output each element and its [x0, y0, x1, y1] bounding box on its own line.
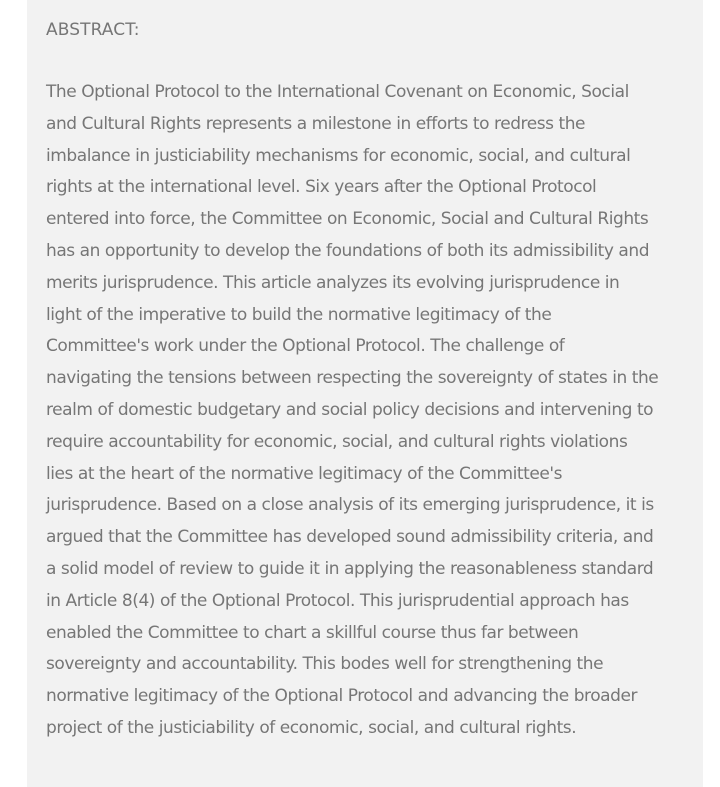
abstract-line: require accountability for economic, social, and cultural rights violations: [46, 431, 628, 452]
abstract-line: navigating the tensions between respecting the sovereignty of states in the: [46, 368, 659, 389]
abstract-line: enabled the Committee to chart a skillful course thus far between: [46, 622, 579, 643]
abstract-line: has an opportunity to develop the foundations of both its admissibility and: [46, 240, 650, 261]
abstract-line: normative legitimacy of the Optional Protocol and advancing the broader: [46, 686, 638, 707]
abstract-line: jurisprudence. Based on a close analysis of its emerging jurisprudence, it is: [46, 495, 654, 516]
abstract-line: entered into force, the Committee on Economic, Social and Cultural Rights: [46, 209, 649, 230]
abstract-line: and Cultural Rights represents a milestone in efforts to redress the: [46, 113, 586, 134]
abstract-line: project of the justiciability of economic, social, and cultural rights.: [46, 717, 577, 738]
abstract-line: The Optional Protocol to the International Covenant on Economic, Social: [46, 82, 629, 102]
abstract-line: lies at the heart of the normative legitimacy of the Committee's: [46, 463, 562, 484]
abstract-panel: [27, 0, 703, 787]
abstract-line: in Article 8(4) of the Optional Protocol. This jurisprudential approach has: [46, 590, 629, 611]
abstract-line: realm of domestic budgetary and social policy decisions and intervening to: [46, 399, 654, 420]
abstract-line: sovereignty and accountability. This bodes well for strengthening the: [46, 654, 604, 675]
abstract-line: argued that the Committee has developed sound admissibility criteria, and: [46, 527, 654, 548]
abstract-body: [46, 77, 691, 745]
abstract-line: Committee's work under the Optional Protocol. The challenge of: [46, 336, 565, 357]
abstract-line: a solid model of review to guide it in applying the reasonableness standard: [46, 558, 654, 579]
abstract-line: merits jurisprudence. This article analyzes its evolving jurisprudence in: [46, 272, 620, 293]
abstract-heading: ABSTRACT:: [46, 20, 140, 40]
abstract-line: rights at the international level. Six years after the Optional Protocol: [46, 177, 597, 198]
abstract-line: imbalance in justiciability mechanisms for economic, social, and cultural: [46, 145, 631, 166]
abstract-line: light of the imperative to build the normative legitimacy of the: [46, 304, 552, 325]
